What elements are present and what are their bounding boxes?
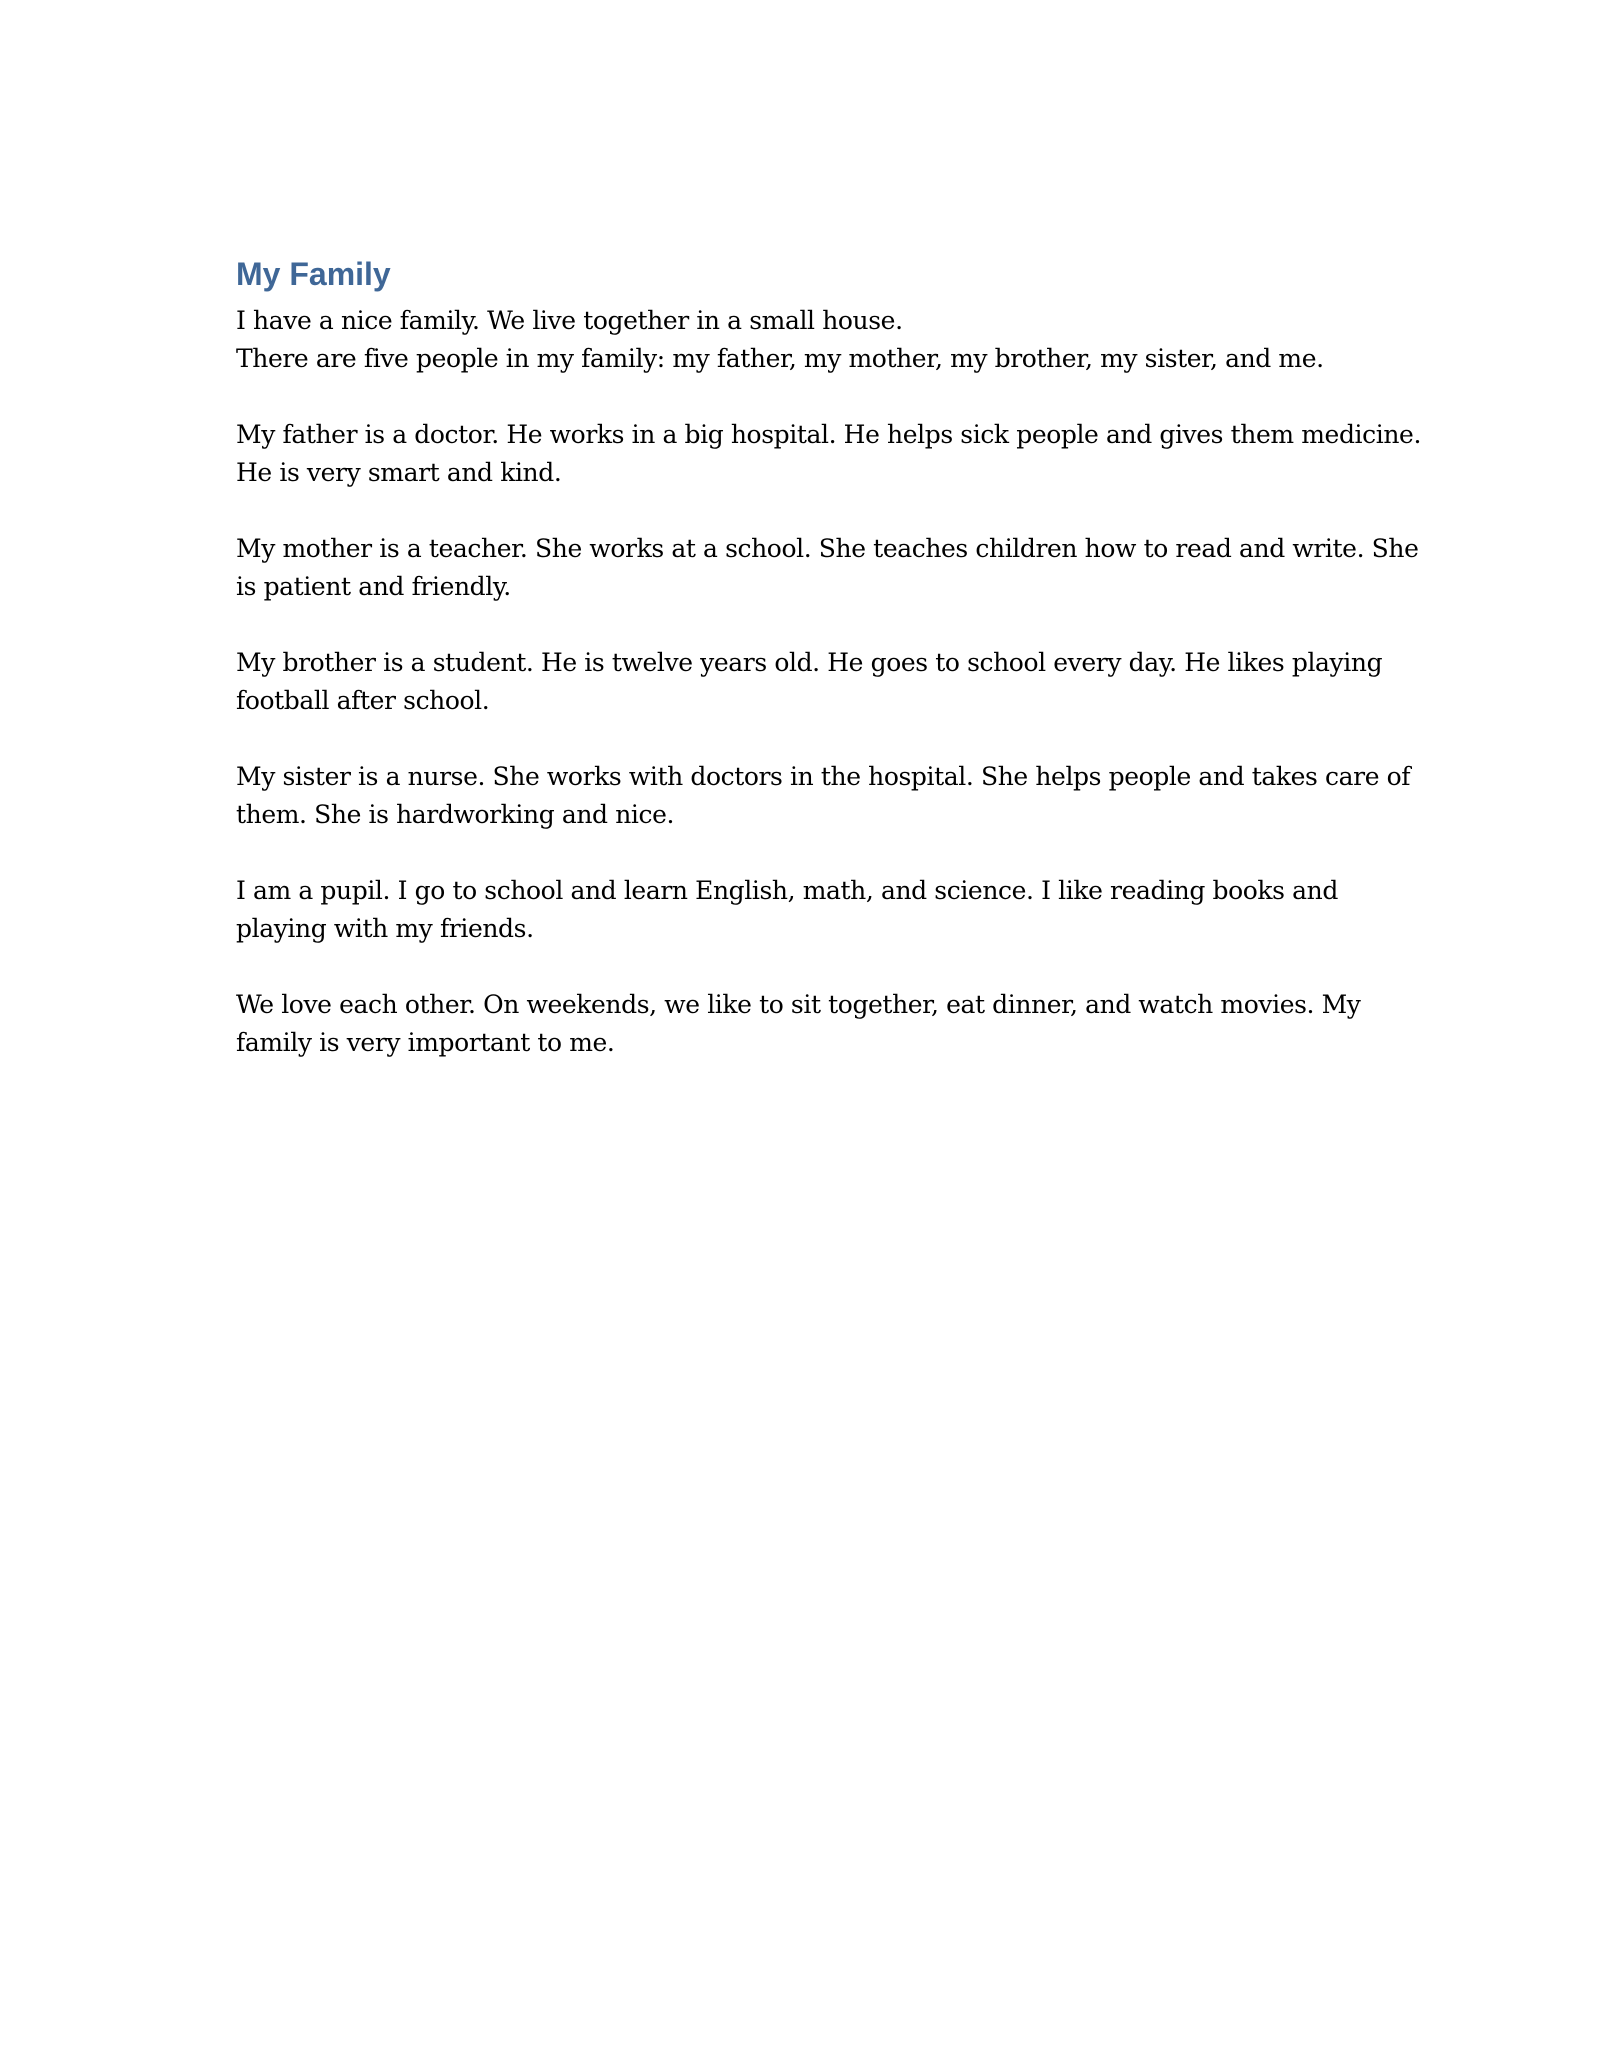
paragraph-line: My sister is a nurse. She works with doctors in the hospital. She helps people and takes care of [236,762,1411,791]
paragraph-line: My father is a doctor. He works in a big hospital. He helps sick people and gives them medicine. [236,420,1421,449]
paragraph-line: is patient and friendly. [236,572,511,601]
paragraph-father [236,416,1421,492]
paragraph-line: playing with my friends. [236,914,534,943]
paragraph-line: He is very smart and kind. [236,458,562,487]
paragraph-me [236,872,1366,948]
paragraph-line: family is very important to me. [236,1028,615,1057]
paragraph-line: There are five people in my family: my father, my mother, my brother, my sister, and me. [236,344,1324,373]
paragraph-line: We love each other. On weekends, we like to sit together, eat dinner, and watch movies. My [236,990,1361,1019]
document-body [236,250,1421,1100]
paragraph-conclusion [236,986,1366,1062]
paragraph-line: football after school. [236,686,490,715]
paragraph-line: I have a nice family. We live together in a small house. [236,306,903,335]
paragraph-line: I am a pupil. I go to school and learn English, math, and science. I like reading books and [236,876,1338,905]
paragraph-mother [236,530,1419,606]
paragraph-brother [236,644,1383,720]
paragraph-sister [236,758,1411,834]
paragraph-line: My mother is a teacher. She works at a school. She teaches children how to read and write. She [236,534,1419,563]
paragraph-line: them. She is hardworking and nice. [236,800,675,829]
paragraph-line: My brother is a student. He is twelve years old. He goes to school every day. He likes playing [236,648,1383,677]
document-title: My Family [236,256,391,292]
paragraph-intro [236,302,1366,378]
